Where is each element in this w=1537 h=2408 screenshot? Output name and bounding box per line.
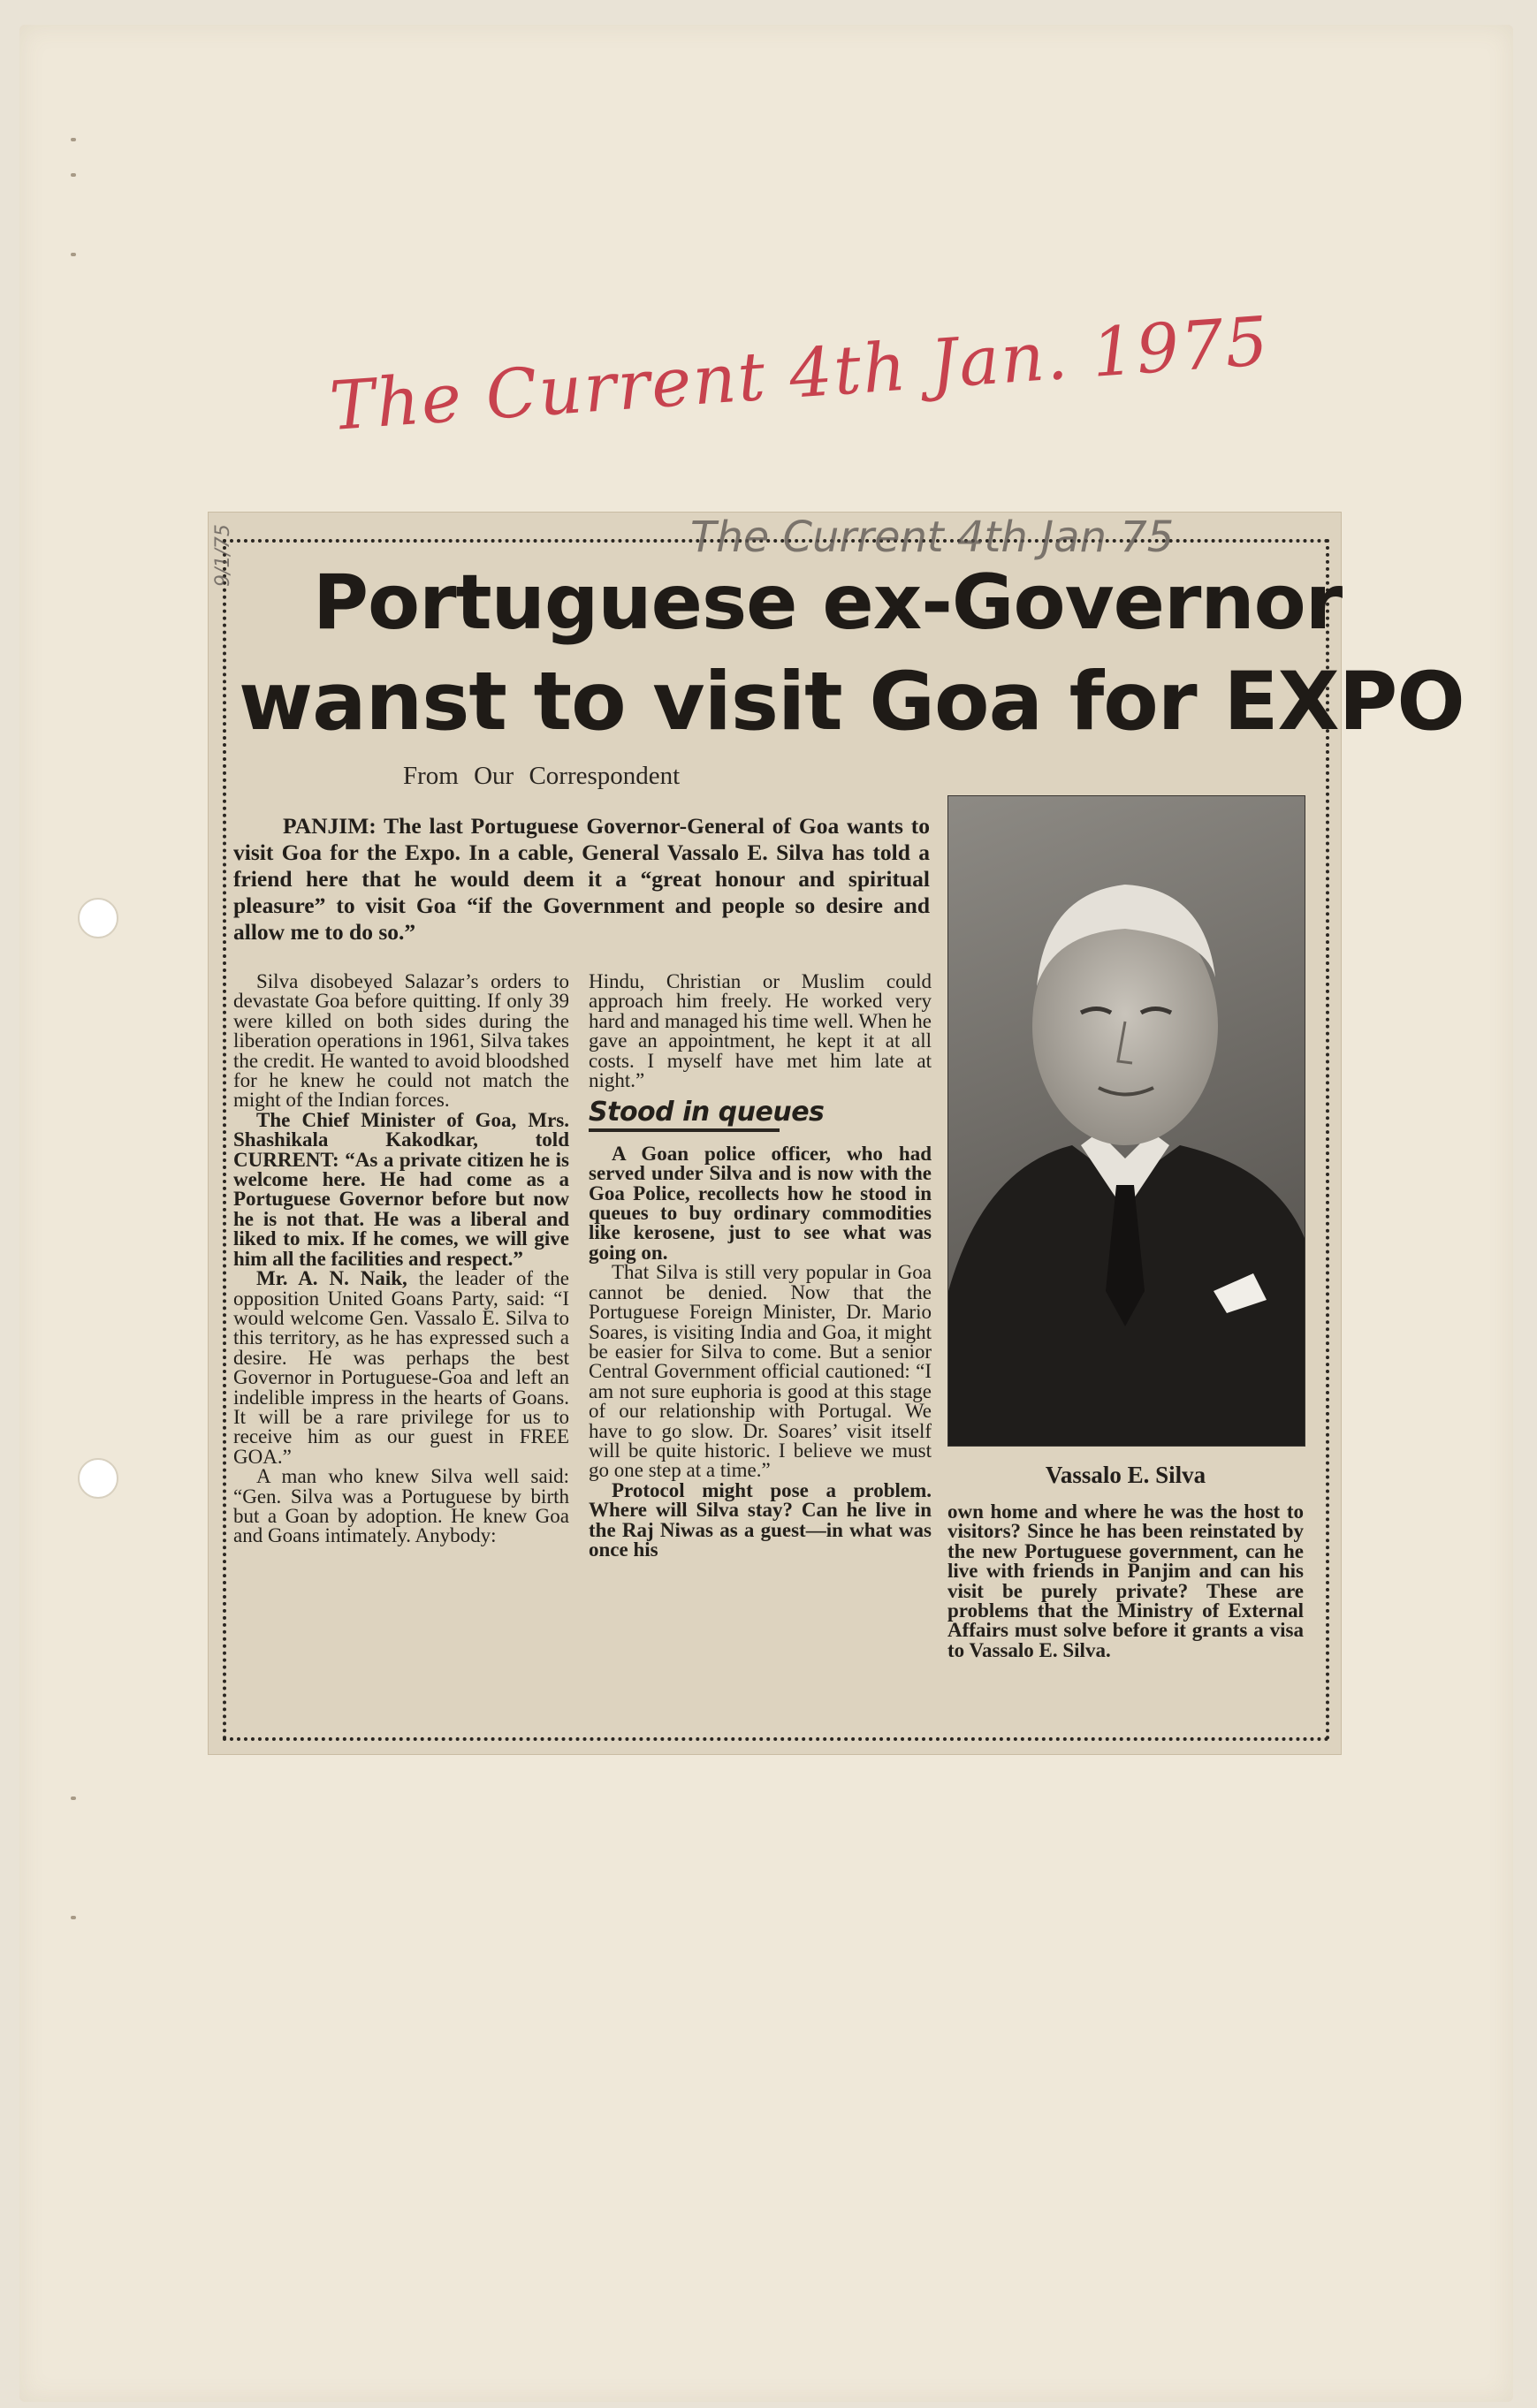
punch-hole-top xyxy=(78,898,118,938)
paragraph: That Silva is still very popular in Goa cannot be denied. Now that the Portuguese Foreign Minister, Dr. Mario Soares, is visiting India and Goa, it might be easier for Silva to come. But a senior Central Government official cautioned: “I am not sure euphoria is good at this stage of our relationship with Portugal. We have to go slow. Dr. Soares’ visit itself will be quite historic. I believe we must go one step at a time.” xyxy=(589,1261,932,1482)
photo-caption: Vassalo E. Silva xyxy=(1045,1462,1206,1488)
margin-mark xyxy=(71,173,76,177)
paragraph: own home and where he was the host to visitors? Since he has been reinstated by the new Portuguese government, can he live with friends in Panjim and can his visit be purely private? These are problems that the Ministry of External Affairs must solve before it grants a visa to Vassalo E. Silva. xyxy=(947,1500,1304,1661)
paragraph xyxy=(233,1269,569,1467)
article-column-2 xyxy=(589,972,932,1560)
pencil-source-note: The Current 4th Jan 75 xyxy=(690,513,1175,562)
subheading-rule xyxy=(589,1128,780,1132)
margin-mark xyxy=(71,1797,76,1800)
headline-line-2: wanst to visit Goa for EXPO xyxy=(239,656,1465,748)
portrait-photo xyxy=(947,795,1305,1447)
margin-mark xyxy=(71,1916,76,1919)
paragraph: The Chief Minister of Goa, Mrs. Shashikala Kakodkar, told CURRENT: “As a private citizen he is welcome here. He had come as a Portuguese Governor before but now he is not that. He was a liberal and liked to mix. If he comes, we will give him all the facilities and respect.” xyxy=(233,1108,569,1270)
newspaper-clipping xyxy=(209,513,1465,1754)
headline-line-1: Portuguese ex-Governor xyxy=(313,558,1343,647)
article-column-1 xyxy=(233,972,569,1546)
paragraph: A man who knew Silva well said: “Gen. Silva was a Portuguese by birth but a Goan by adoption. He knew Goa and Goans intimately. Anybody: xyxy=(233,1465,569,1547)
paragraph: Protocol might pose a problem. Where will Silva stay? Can he live in the Raj Niwas as a guest—in what was once his xyxy=(589,1478,932,1561)
subheading: Stood in queues xyxy=(589,1097,825,1128)
margin-mark xyxy=(71,138,76,141)
paragraph: Silva disobeyed Salazar’s orders to devastate Goa before quitting. If only 39 were killed on both sides during the liberation operations in 1961, Silva takes the credit. He wanted to avoid bloodshed for he knew he could not match the might of the Indian forces. xyxy=(233,970,569,1112)
paragraph: A Goan police officer, who had served under Silva and is now with the Goa Police, recollects how he stood in queues to buy ordinary commodities like kerosene, just to see what was going on. xyxy=(589,1142,932,1264)
lead-paragraph: PANJIM: The last Portuguese Governor-General of Goa wants to visit Goa for the Expo. In a cable, General Vassalo E. Silva has told a friend here that he would deem it a “great honour and spiritual pleasure” to visit Goa “if the Government and people so desire and allow me to do so.” xyxy=(233,813,930,945)
handwritten-source-note: The Current 4th Jan. 1975 xyxy=(327,300,1273,446)
portrait-illustration xyxy=(948,796,1305,1446)
margin-mark xyxy=(71,253,76,256)
byline: From Our Correspondent xyxy=(403,762,681,790)
punch-hole-bottom xyxy=(78,1458,118,1499)
paragraph: Hindu, Christian or Muslim could approach him freely. He worked very hard and managed his time well. When he gave an appointment, he kept it at all costs. I myself have met him late at night.” xyxy=(589,970,932,1092)
pencil-margin-note: 9/1/75 xyxy=(212,524,234,587)
paragraph-text: the leader of the opposition United Goans Party, said: “I would welcome Gen. Vassalo E. Silva to this territory, as he has expressed such a desire. He was perhaps the best Governor in Portuguese-Goa and left an indelible impress in the hearts of Goans. It will be a rare privilege for us to receive him as our guest in FREE GOA.” xyxy=(233,1267,569,1468)
article-column-3 xyxy=(947,1502,1304,1660)
speaker-name: Mr. A. N. Naik, xyxy=(256,1267,407,1290)
